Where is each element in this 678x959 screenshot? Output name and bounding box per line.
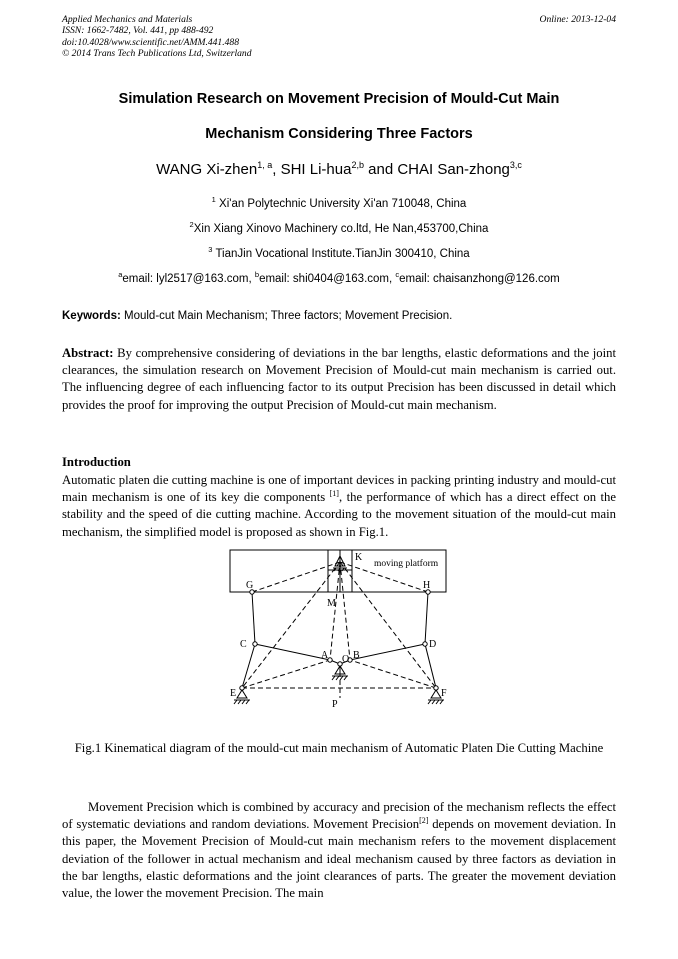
paper-title-line-1: Simulation Research on Movement Precision of Mould-Cut Main: [118, 91, 560, 107]
label-p: P: [332, 699, 338, 710]
intro-text: Automatic platen die cutting machine is one of important devices in packing printing industry and mould-cut main mechanism is one of its key die components: [62, 473, 616, 505]
email-text: email: lyl2517@163.com,: [122, 272, 255, 285]
affiliation-sup: 1: [211, 195, 216, 204]
affiliation-text: Xin Xiang Xinovo Machinery co.ltd, He Nan,453700,China: [193, 222, 489, 235]
label-a: A: [321, 650, 329, 661]
label-e: E: [230, 688, 237, 699]
mechanism-diagram: [222, 548, 454, 712]
online-date: Online: 2013-12-04: [539, 14, 616, 25]
abstract-label: Abstract:: [62, 346, 114, 360]
doi-line: doi:10.4028/www.scientific.net/AMM.441.488: [62, 36, 240, 48]
label-b: B: [353, 650, 360, 661]
platform-label: moving platform: [374, 559, 439, 569]
affiliation-sup: 3: [208, 245, 213, 254]
label-m: M: [327, 598, 336, 609]
issn-line: ISSN: 1662-7482, Vol. 441, pp 488-492: [62, 25, 214, 37]
keywords-text: Mould-cut Main Mechanism; Three factors; Movement Precision.: [120, 310, 453, 322]
joint-a: [328, 658, 332, 662]
journal-header: [62, 14, 616, 59]
affiliation-2: [40, 220, 638, 235]
label-c: C: [240, 639, 247, 650]
affiliation-3: [40, 245, 638, 260]
affiliation-1: [40, 195, 638, 210]
paper-title-line-2: Mechanism Considering Three Factors: [205, 126, 473, 142]
author-list: [40, 160, 638, 178]
body-text: Movement Precision which is combined by accuracy and precision of the mechanism reflects the effect of systematic deviations and random deviations. Movement Precision: [62, 800, 616, 832]
author-sup: 1, a: [257, 160, 273, 170]
figure-1: [222, 548, 454, 717]
email-text: email: shi0404@163.com,: [259, 272, 396, 285]
label-d: D: [429, 639, 437, 650]
label-h: H: [423, 580, 431, 591]
affiliation-sup: 2: [189, 220, 194, 229]
label-f: F: [441, 688, 447, 699]
citation-ref: [1]: [329, 488, 339, 498]
author-name: CHAI San-zhong: [397, 161, 510, 178]
abstract-text: By comprehensive considering of deviations in the bar lengths, elastic deformations and the joint clearances, the simulation research on Movement Precision of Mould-cut main mechanism is carried out. The influencing degree of each influencing factor to its output Precision has been discussed in detail which provides the proof for improving the output Precision of Mould-cut main mechanism.: [62, 346, 616, 412]
author-separator: ,: [272, 161, 281, 178]
label-g: G: [246, 580, 254, 591]
label-k: K: [355, 552, 363, 563]
author-separator: and: [363, 161, 398, 178]
email-sup: a: [118, 270, 123, 279]
copyright-line: © 2014 Trans Tech Publications Ltd, Switzerland: [62, 47, 252, 59]
keywords-label: Keywords:: [62, 310, 121, 322]
figure-caption: Fig.1 Kinematical diagram of the mould-cut main mechanism of Automatic Platen Die Cutting Machine: [74, 741, 604, 755]
section-heading-introduction: Introduction: [62, 455, 131, 469]
author-name: SHI Li-hua: [280, 161, 352, 178]
keywords: [62, 310, 616, 322]
email-sup: b: [254, 270, 260, 279]
body-paragraph: [62, 799, 616, 902]
intro-text: , the performance of which has a direct effect on the stability and the speed of die cutting machine. According to the movement situation of the mould-cut main mechanism, the simplified model is proposed as shown in Fig.1.: [62, 490, 616, 539]
affiliation-text: Xi'an Polytechnic University Xi'an 710048, China: [215, 197, 467, 210]
author-sup: 2,b: [351, 160, 364, 170]
author-sup: 3,c: [509, 160, 522, 170]
abstract: [62, 345, 616, 414]
citation-ref: [2]: [419, 815, 429, 825]
email-sup: c: [395, 270, 400, 279]
email-text: email: chaisanzhong@126.com: [399, 272, 560, 285]
label-o: O: [342, 654, 350, 665]
author-name: WANG Xi-zhen: [156, 161, 258, 178]
joint-c: [253, 642, 257, 646]
email-list: [40, 270, 638, 285]
introduction-paragraph: [62, 472, 616, 541]
journal-name: Applied Mechanics and Materials: [62, 14, 193, 25]
affiliation-text: TianJin Vocational Institute.TianJin 300410, China: [212, 247, 470, 260]
joint-d: [423, 642, 427, 646]
body-text: depends on movement deviation. In this paper, the Movement Precision of Mould-cut main mechanism refers to the movement displacement deviation of the follower in actual mechanism and ideal mechanism caused by three factors as deviation in the bar lengths, elastic deformations and the joint clearances of parts. The greater the movement deviation value, the lower the movement Precision. The main: [62, 817, 616, 901]
